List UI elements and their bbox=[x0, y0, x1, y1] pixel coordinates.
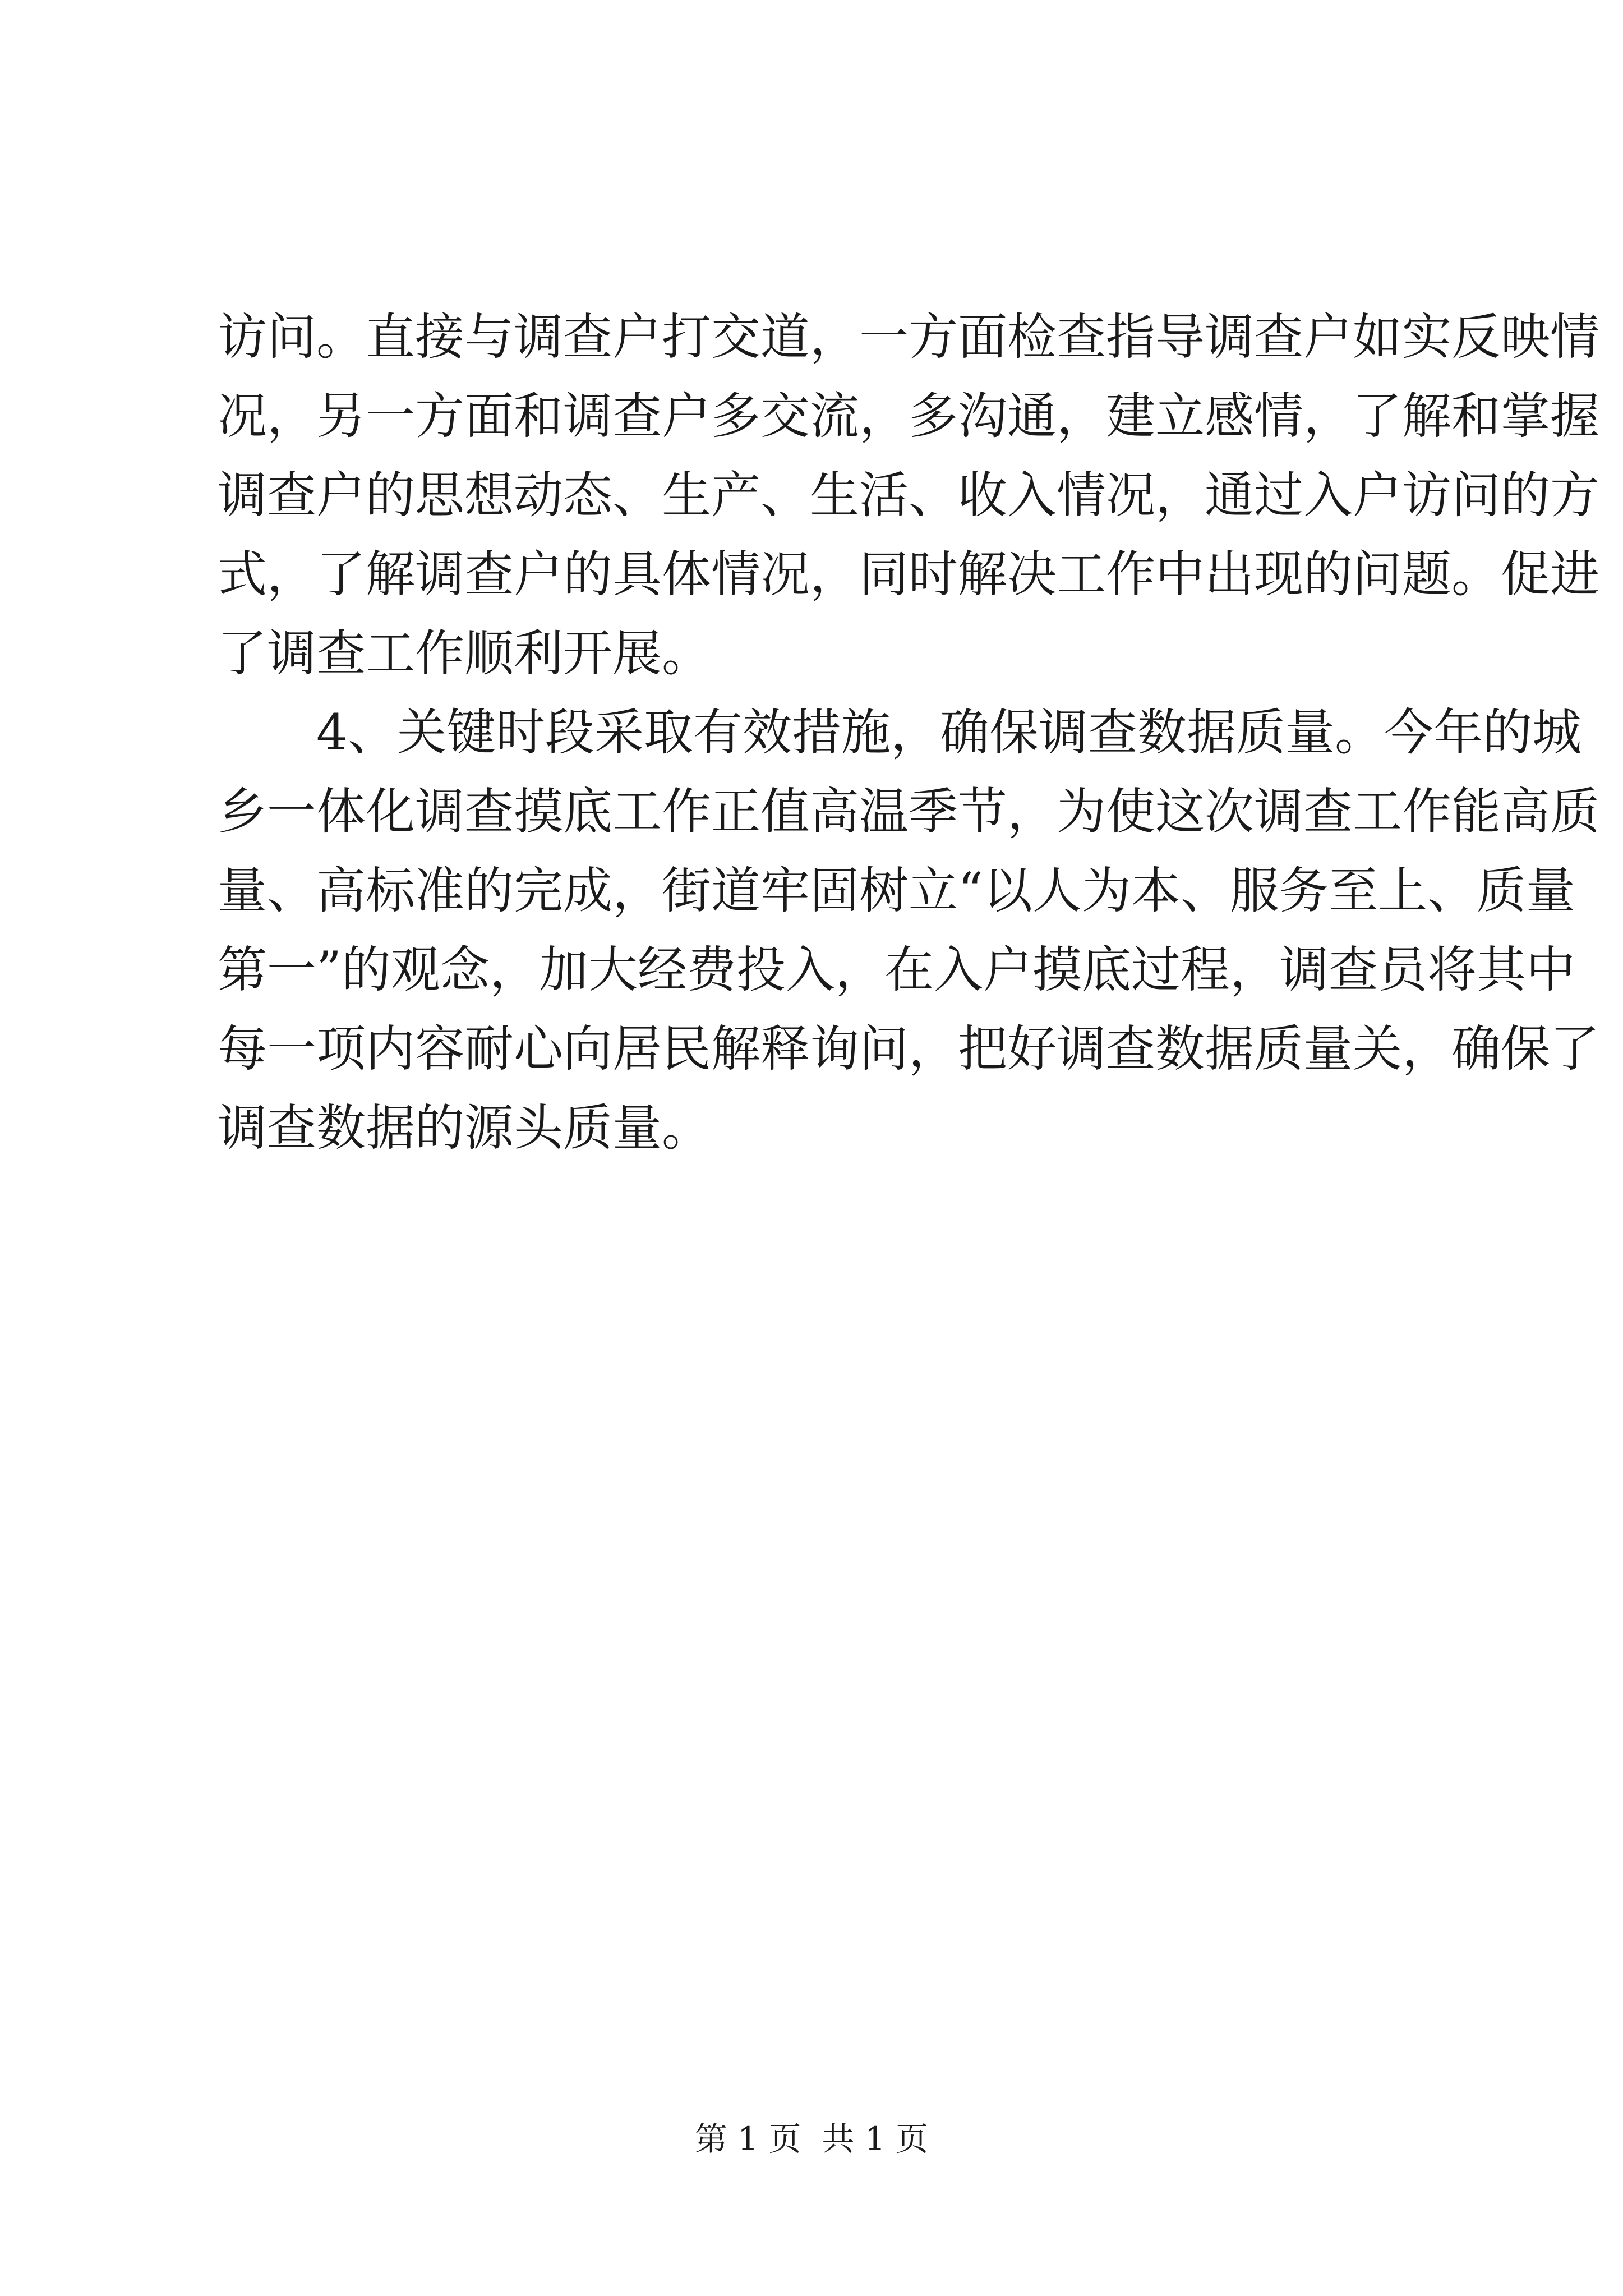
text-line: 每一项内容耐心向居民解释询问，把好调查数据质量关，确保了 bbox=[218, 1020, 1600, 1078]
text-line: 况，另一方面和调查户多交流，多沟通，建立感情，了解和掌握 bbox=[218, 387, 1600, 445]
text-line: 第一”的观念，加大经费投入，在入户摸底过程，调查员将其中 bbox=[218, 941, 1575, 999]
text-line: 式，了解调查户的具体情况，同时解决工作中出现的问题。促进 bbox=[218, 545, 1600, 603]
text-line: 了调查工作顺利开展。 bbox=[218, 624, 712, 682]
text-line: 乡一体化调查摸底工作正值高温季节，为使这次调查工作能高质 bbox=[218, 783, 1600, 840]
page-number-footer: 第 1 页 共 1 页 bbox=[694, 2120, 929, 2158]
text-line: 4、关键时段采取有效措施，确保调查数据质量。今年的城 bbox=[316, 703, 1581, 761]
text-line: 访问。直接与调查户打交道，一方面检查指导调查户如实反映情 bbox=[218, 308, 1600, 366]
text-line: 量、高标准的完成，街道牢固树立“以人为本、服务至上、质量 bbox=[218, 862, 1575, 919]
body-text bbox=[218, 297, 1600, 1167]
text-line: 调查户的思想动态、生产、生活、收入情况，通过入户访问的方 bbox=[218, 466, 1600, 524]
paragraph-item-4 bbox=[218, 693, 1600, 1167]
text-line: 调查数据的源头质量。 bbox=[218, 1099, 712, 1157]
paragraph-continued bbox=[218, 297, 1600, 693]
